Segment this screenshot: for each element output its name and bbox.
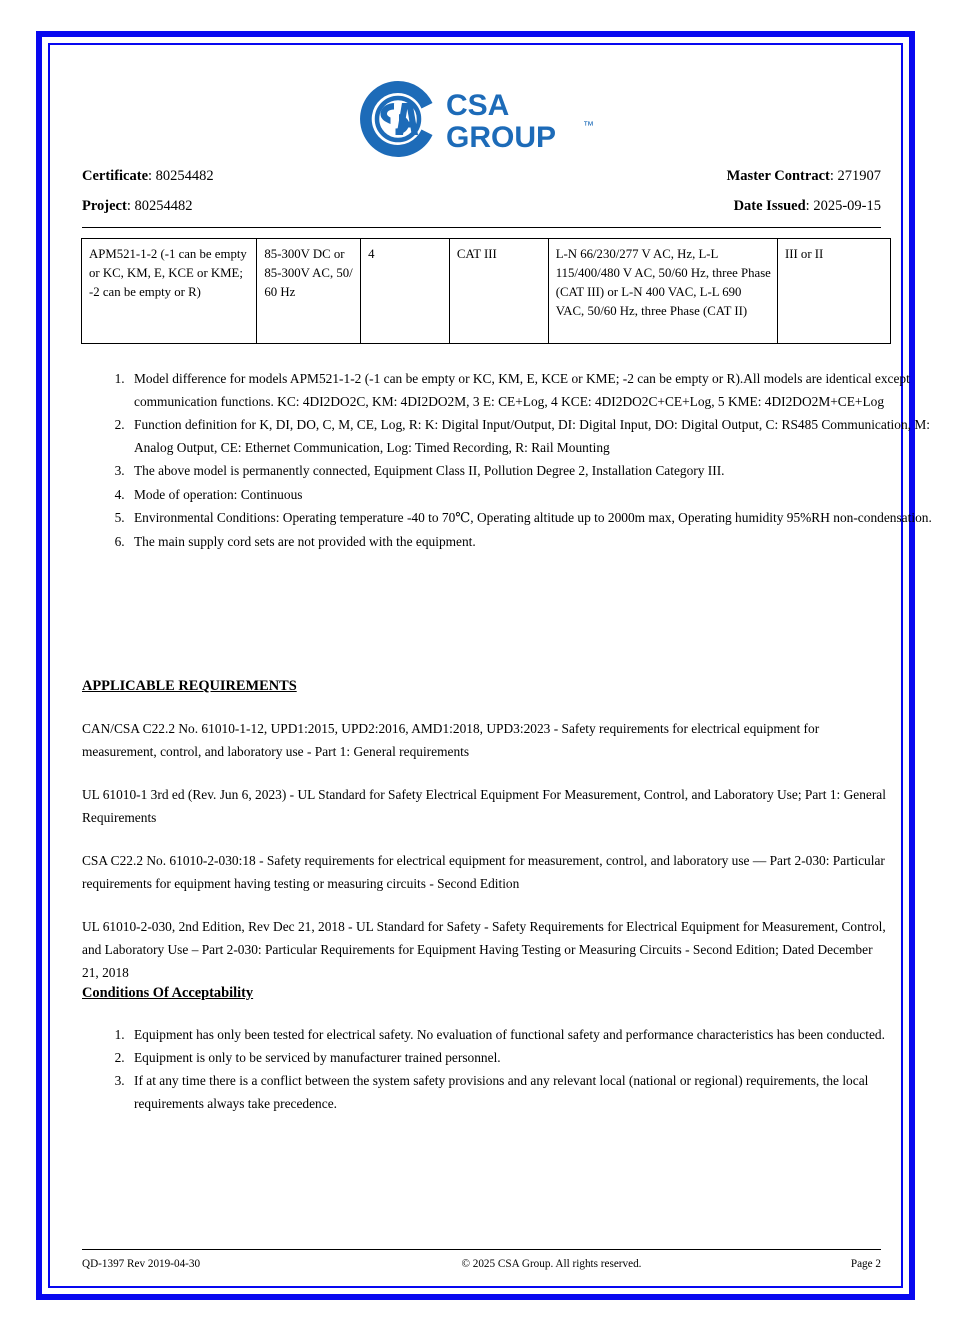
date-issued-label: Date Issued — [733, 198, 806, 214]
section-heading-conditions-of-acceptability: Conditions Of Acceptability — [82, 985, 254, 1001]
list-item: 1. Model difference for models APM521-1-2 (-1 can be empty or KC, KM, E, KCE or KME; -2 can be empty or R).All models are identical except communication functions. KC: 4DI2DO2C, KM: 4DI2DO2M, 3 E: CE+Log, 4 KCE: 4DI2DO2C+CE+Log, 5 KME: 4DI2DO2M+CE+Log — [128, 368, 933, 413]
date-issued-field: Date Issued: 2025-09-15 — [733, 198, 881, 214]
certificate-field: Certificate: 80254482 — [82, 168, 214, 184]
table-cell-model: APM521-1-2 (-1 can be empty or KC, KM, E, KCE or KME; -2 can be empty or R) — [82, 239, 257, 344]
master-contract-field: Master Contract: 271907 — [726, 168, 881, 184]
master-contract-label: Master Contract — [726, 168, 830, 184]
header-divider — [82, 227, 881, 228]
table-row — [82, 239, 891, 344]
header-row-project — [82, 191, 881, 221]
page-footer — [82, 1255, 881, 1277]
certificate-page — [58, 53, 932, 1278]
project-label: Project — [82, 198, 127, 214]
certificate-value: 80254482 — [155, 168, 214, 184]
footer-doc-reference: QD-1397 Rev 2019-04-30 — [82, 1258, 201, 1270]
list-item: 4. Mode of operation: Continuous — [128, 484, 933, 507]
logo-text-group: GROUP — [446, 121, 557, 154]
header-row-certificate — [82, 161, 881, 191]
table-cell-count: 4 — [361, 239, 450, 344]
logo-trademark: ™ — [583, 120, 594, 132]
specification-table — [81, 238, 891, 344]
logo-text-csa: CSA — [446, 89, 510, 122]
list-item: 1. Equipment has only been tested for electrical safety. No evaluation of functional safety and performance characteristics has been conducted. — [128, 1023, 933, 1046]
list-item: 5. Environmental Conditions: Operating temperature -40 to 70℃, Operating altitude up to 2000m max, Operating humidity 95%RH non-condensation. — [128, 507, 933, 530]
requirement-paragraph: UL 61010-1 3rd ed (Rev. Jun 6, 2023) - UL Standard for Safety Electrical Equipment For Measurement, Control, and Laboratory Use; Part 1: General Requirements — [82, 787, 886, 825]
requirement-paragraph: UL 61010-2-030, 2nd Edition, Rev Dec 21, 2018 - UL Standard for Safety - Safety Requirements for Electrical Equipment for Measurement, Control, and Laboratory Use – Part 2-030: Particular Requirements for Equipment Having Testing or Measuring Circuits - Second Edition; Dated December 21, 2018 — [82, 919, 886, 980]
certificate-header — [82, 161, 881, 223]
table-cell-measurement-category: III or II — [777, 239, 890, 344]
footer-divider — [82, 1249, 881, 1250]
conditions-list — [82, 1023, 933, 1115]
table-cell-supply: 85-300V DC or 85-300V AC, 50/ 60 Hz — [257, 239, 361, 344]
footer-copyright: © 2025 CSA Group. All rights reserved. — [461, 1258, 642, 1270]
notes-list — [82, 368, 933, 553]
csa-roundel-icon — [360, 81, 432, 157]
list-item: 3. If at any time there is a conflict between the system safety provisions and any relevant local (national or regional) requirements, the local requirements always take precedence. — [128, 1069, 933, 1115]
requirement-paragraph: CAN/CSA C22.2 No. 61010-1-12, UPD1:2015, UPD2:2016, AMD1:2018, UPD3:2023 - Safety requirements for electrical equipment for measurement, control, and laboratory use - Part 1: General requirements — [82, 721, 820, 759]
list-item: 3. The above model is permanently connected, Equipment Class II, Pollution Degree 2, Installation Category III. — [128, 460, 933, 483]
list-item: 6. The main supply cord sets are not provided with the equipment. — [128, 531, 933, 554]
list-item: 2. Equipment is only to be serviced by manufacturer trained personnel. — [128, 1046, 933, 1069]
section-heading-applicable-requirements: APPLICABLE REQUIREMENTS — [82, 678, 297, 694]
requirement-paragraph: CSA C22.2 No. 61010-2-030:18 - Safety requirements for electrical equipment for measurement, control, and laboratory use — Part 2-030: Particular requirements for equipment having testing or measuring circuits - Second Edition — [82, 853, 885, 891]
project-value: 80254482 — [134, 198, 193, 214]
table-cell-ratings: L-N 66/230/277 V AC, Hz, L-L 115/400/480 V AC, 50/60 Hz, three Phase (CAT III) or L-N 400 VAC, L-L 690 VAC, 50/60 Hz, three Phase (CAT II) — [548, 239, 777, 344]
master-contract-value: 271907 — [837, 168, 881, 184]
table-cell-category: CAT III — [449, 239, 548, 344]
list-item: 2. Function definition for K, DI, DO, C, M, CE, Log, R: K: Digital Input/Output, DI: Digital Input, DO: Digital Output, C: RS485 Communication, M: Analog Output, CE: Ethernet Communication, Log: Timed Recording, R: Rail Mounting — [128, 414, 933, 459]
footer-page-number: Page 2 — [850, 1258, 881, 1270]
date-issued-value: 2025-09-15 — [813, 198, 881, 214]
project-field: Project: 80254482 — [82, 198, 193, 214]
certificate-label: Certificate — [82, 168, 149, 184]
csa-group-logo — [358, 79, 608, 159]
